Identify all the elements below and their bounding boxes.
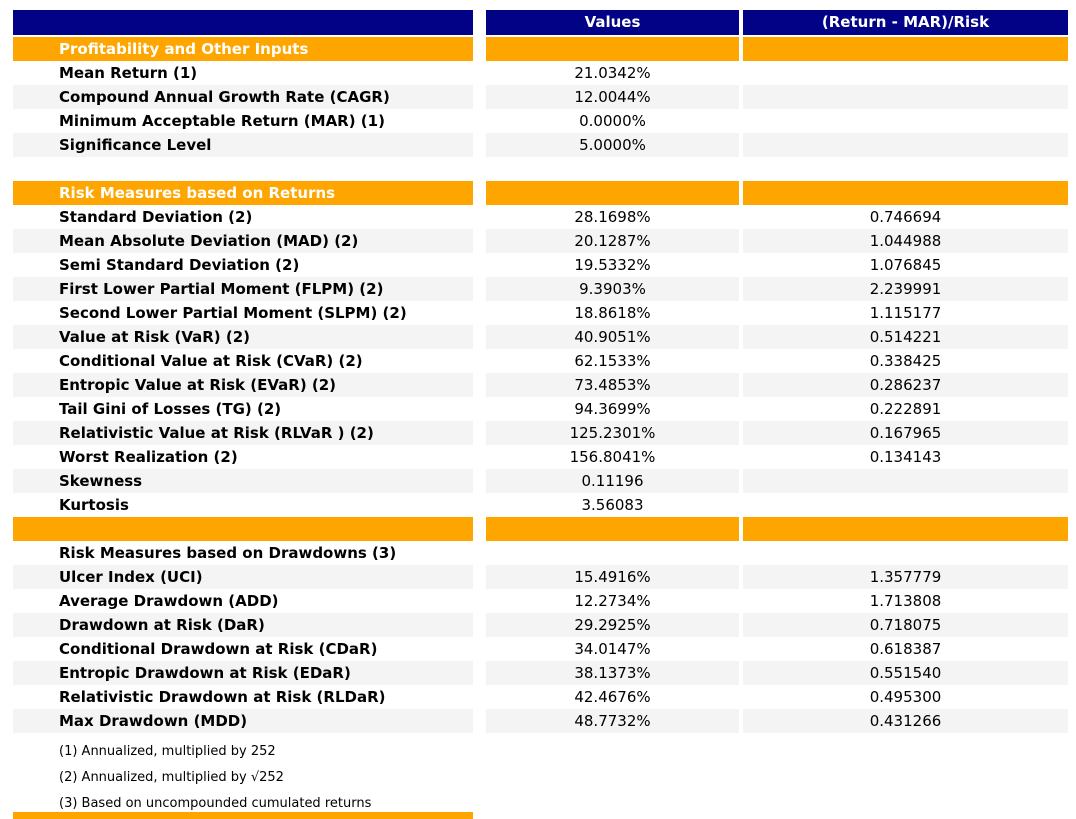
subheader-row bbox=[13, 541, 1068, 565]
metric-value: 19.5332% bbox=[574, 256, 651, 274]
metric-ratio: 0.718075 bbox=[743, 613, 1068, 637]
metric-label: Ulcer Index (UCI) bbox=[13, 565, 473, 589]
metric-label: Tail Gini of Losses (TG) (2) bbox=[59, 400, 282, 418]
metric-ratio: 0.551540 bbox=[743, 661, 1068, 685]
section-title: Profitability and Other Inputs bbox=[13, 37, 473, 61]
metric-value: 42.4676% bbox=[574, 688, 651, 706]
metric-label: Mean Absolute Deviation (MAD) (2) bbox=[13, 229, 473, 253]
metric-ratio bbox=[743, 133, 1068, 157]
metric-ratio: 0.618387 bbox=[869, 640, 942, 658]
metric-value: 73.4853% bbox=[486, 373, 739, 397]
metric-label: Compound Annual Growth Rate (CAGR) bbox=[13, 85, 473, 109]
table-row bbox=[13, 709, 1068, 733]
metric-ratio: 1.044988 bbox=[743, 229, 1068, 253]
metric-ratio: 0.167965 bbox=[743, 421, 1068, 445]
metric-label: Conditional Drawdown at Risk (CDaR) bbox=[59, 640, 378, 658]
table-row bbox=[13, 637, 1068, 661]
section-title: Risk Measures based on Returns bbox=[13, 181, 473, 205]
table-row bbox=[13, 661, 1068, 685]
table-row bbox=[13, 421, 1068, 445]
metric-value: 125.2301% bbox=[486, 421, 739, 445]
spacer-row bbox=[13, 157, 1068, 181]
metric-value: 9.3903% bbox=[486, 277, 739, 301]
metric-value: 62.1533% bbox=[574, 352, 651, 370]
metric-label: Conditional Value at Risk (CVaR) (2) bbox=[59, 352, 363, 370]
metric-value: 34.0147% bbox=[574, 640, 651, 658]
metric-value: 38.1373% bbox=[486, 661, 739, 685]
metric-label: Kurtosis bbox=[59, 496, 129, 514]
table-row bbox=[13, 469, 1068, 493]
metric-ratio: 2.239991 bbox=[743, 277, 1068, 301]
metric-ratio: 0.286237 bbox=[743, 373, 1068, 397]
metric-value: 94.3699% bbox=[574, 400, 651, 418]
metric-value: 156.8041% bbox=[569, 448, 656, 466]
footnote-3: (3) Based on uncompounded cumulated returns bbox=[59, 796, 372, 811]
metric-label: Entropic Drawdown at Risk (EDaR) bbox=[13, 661, 473, 685]
metric-ratio bbox=[743, 493, 1068, 517]
metric-value: 20.1287% bbox=[486, 229, 739, 253]
metric-label: Entropic Value at Risk (EVaR) (2) bbox=[13, 373, 473, 397]
table-row bbox=[13, 445, 1068, 469]
metric-ratio: 0.495300 bbox=[869, 688, 942, 706]
metric-ratio bbox=[743, 469, 1068, 493]
table-row bbox=[13, 493, 1068, 517]
metric-value: 18.8618% bbox=[574, 304, 651, 322]
metric-ratio bbox=[743, 37, 1068, 61]
table-row bbox=[13, 373, 1068, 397]
table-row bbox=[13, 109, 1068, 133]
metric-label: Max Drawdown (MDD) bbox=[13, 709, 473, 733]
metric-ratio: 0.746694 bbox=[869, 208, 942, 226]
footnotes bbox=[13, 739, 1068, 817]
metric-label: Drawdown at Risk (DaR) bbox=[13, 613, 473, 637]
table-row bbox=[13, 685, 1068, 709]
cutoff-section-bar bbox=[13, 812, 473, 819]
metric-value: 5.0000% bbox=[486, 133, 739, 157]
table-row bbox=[13, 565, 1068, 589]
metric-value: 0.0000% bbox=[579, 112, 646, 130]
metric-ratio: 0.514221 bbox=[743, 325, 1068, 349]
table-row bbox=[13, 229, 1068, 253]
section-row bbox=[13, 517, 1068, 541]
metric-label: First Lower Partial Moment (FLPM) (2) bbox=[13, 277, 473, 301]
metric-label: Worst Realization (2) bbox=[59, 448, 238, 466]
metric-value bbox=[486, 181, 739, 205]
table-row bbox=[13, 301, 1068, 325]
metric-value bbox=[486, 517, 739, 541]
column-header-ratio: (Return - MAR)/Risk bbox=[743, 10, 1068, 35]
metric-ratio: 0.222891 bbox=[869, 400, 942, 418]
metric-value: 3.56083 bbox=[581, 496, 644, 514]
section-title bbox=[13, 517, 473, 541]
metric-ratio: 1.713808 bbox=[869, 592, 942, 610]
metric-value: 28.1698% bbox=[574, 208, 651, 226]
metric-label: Significance Level bbox=[13, 133, 473, 157]
metric-label: Mean Return (1) bbox=[59, 64, 198, 82]
metric-value: 0.11196 bbox=[486, 469, 739, 493]
section-row bbox=[13, 181, 1068, 205]
metric-value: 21.0342% bbox=[574, 64, 651, 82]
metric-label: Second Lower Partial Moment (SLPM) (2) bbox=[59, 304, 407, 322]
metric-ratio bbox=[743, 541, 1068, 565]
metric-ratio: 1.115177 bbox=[869, 304, 942, 322]
table-row bbox=[13, 277, 1068, 301]
section-title: Risk Measures based on Drawdowns (3) bbox=[59, 544, 397, 562]
metric-value bbox=[486, 541, 739, 565]
table-row bbox=[13, 205, 1068, 229]
metric-ratio: 0.338425 bbox=[869, 352, 942, 370]
table-row bbox=[13, 349, 1068, 373]
metric-ratio bbox=[743, 85, 1068, 109]
metric-value: 15.4916% bbox=[486, 565, 739, 589]
metric-value bbox=[486, 37, 739, 61]
table-row bbox=[13, 613, 1068, 637]
metric-label: Average Drawdown (ADD) bbox=[59, 592, 279, 610]
metric-label: Standard Deviation (2) bbox=[59, 208, 253, 226]
table-row bbox=[13, 253, 1068, 277]
table-row bbox=[13, 85, 1068, 109]
metric-label: Semi Standard Deviation (2) bbox=[59, 256, 300, 274]
table-row bbox=[13, 397, 1068, 421]
risk-table-figure bbox=[13, 10, 1068, 817]
metric-label: Value at Risk (VaR) (2) bbox=[13, 325, 473, 349]
table-body bbox=[13, 37, 1068, 733]
table-header-row bbox=[13, 10, 1068, 35]
metric-ratio: 1.357779 bbox=[743, 565, 1068, 589]
metric-value: 29.2925% bbox=[486, 613, 739, 637]
section-row bbox=[13, 37, 1068, 61]
metric-ratio: 0.431266 bbox=[743, 709, 1068, 733]
metric-label: Skewness bbox=[13, 469, 473, 493]
table-row bbox=[13, 325, 1068, 349]
column-header-metric bbox=[13, 10, 473, 35]
table-row bbox=[13, 589, 1068, 613]
metric-ratio bbox=[743, 517, 1068, 541]
metric-label: Relativistic Value at Risk (RLVaR ) (2) bbox=[13, 421, 473, 445]
metric-value: 40.9051% bbox=[486, 325, 739, 349]
metric-value: 12.0044% bbox=[486, 85, 739, 109]
metric-value: 48.7732% bbox=[486, 709, 739, 733]
metric-ratio: 1.076845 bbox=[869, 256, 942, 274]
column-header-values: Values bbox=[486, 10, 739, 35]
table-row bbox=[13, 61, 1068, 85]
metric-value: 12.2734% bbox=[574, 592, 651, 610]
metric-label: Relativistic Drawdown at Risk (RLDaR) bbox=[59, 688, 386, 706]
metric-label: Minimum Acceptable Return (MAR) (1) bbox=[59, 112, 385, 130]
metric-ratio: 0.134143 bbox=[869, 448, 942, 466]
footnote-1: (1) Annualized, multiplied by 252 bbox=[59, 744, 276, 759]
table-row bbox=[13, 133, 1068, 157]
metric-ratio bbox=[743, 109, 1068, 133]
footnote-2: (2) Annualized, multiplied by √252 bbox=[59, 770, 284, 785]
metric-ratio bbox=[743, 181, 1068, 205]
metric-ratio bbox=[743, 61, 1068, 85]
